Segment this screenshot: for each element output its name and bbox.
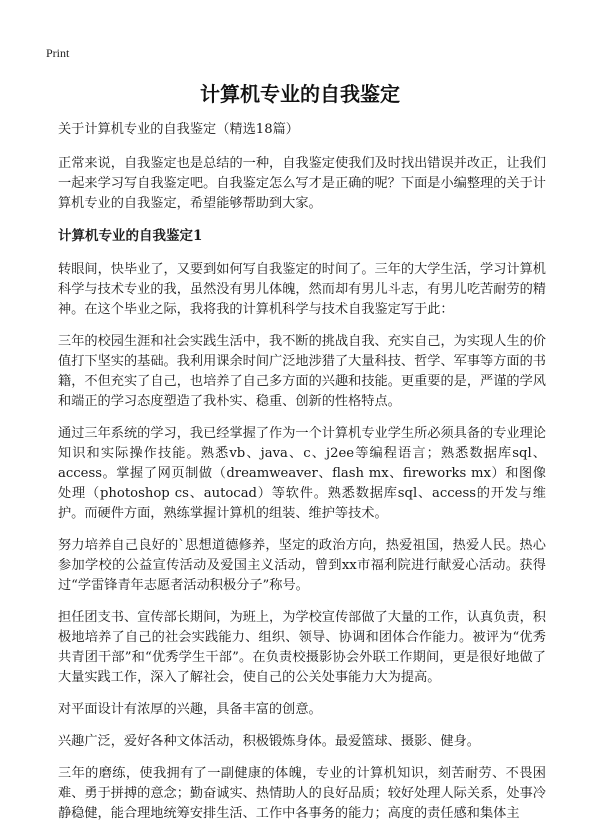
body-paragraph: 转眼间，快毕业了，又要到如何写自我鉴定的时间了。三年的大学生活，学习计算机科学与技术专业的我，虽然没有男儿体魄，然而却有男儿斗志，有男儿吃苦耐劳的精神。在这个毕业之际，我将我的计算机科学与技术自我鉴定写于此： — [58, 262, 546, 317]
body-paragraph: 通过三年系统的学习，我已经掌握了作为一个计算机专业学生所必须具备的专业理论知识和实际操作技能。熟悉vb、java、c、j2ee等编程语言；熟悉数据库sql、access。掌握了网页制做（dreamweaver、flash mx、fireworks mx）和图像处理（photoshop cs、autocad）等软件。熟悉数据库sql、access的开发与维护。而硬件方面，熟练掌握计算机的组装、维护等技术。 — [58, 426, 546, 521]
body-paragraph: 担任团支书、宣传部长期间，为班上，为学校宣传部做了大量的工作，认真负责，积极地培养了自己的社会实践能力、组织、领导、协调和团体合作能力。被评为“优秀共青团干部”和“优秀学生干部”。在负责校摄影协会外联工作期间，更是很好地做了大量实践工作，深入了解社会，使自己的公关处事能力大为提高。 — [58, 610, 546, 685]
print-link[interactable]: Print — [46, 46, 70, 60]
intro-paragraph: 正常来说，自我鉴定也是总结的一种，自我鉴定使我们及时找出错误并改正，让我们一起来学习写自我鉴定吧。自我鉴定怎么写才是正确的呢？下面是小编整理的关于计算机专业的自我鉴定，希望能够帮助到大家。 — [58, 156, 546, 211]
body-paragraph: 兴趣广泛，爱好各种文体活动，积极锻炼身体。最爱篮球、摄影、健身。 — [58, 734, 480, 749]
document-body — [58, 120, 546, 836]
body-paragraph: 三年的校园生涯和社会实践生活中，我不断的挑战自我、充实自己，为实现人生的价值打下坚实的基础。我利用课余时间广泛地涉猎了大量科技、哲学、军事等方面的书籍，不但充实了自己，也培养了自己多方面的兴趣和技能。更重要的是，严谨的学风和端正的学习态度塑造了我朴实、稳重、创新的性格特点。 — [58, 334, 546, 409]
document-title: 计算机专业的自我鉴定 — [200, 82, 400, 106]
body-paragraph: 努力培养自己良好的`思想道德修养，坚定的政治方向，热爱祖国，热爱人民。热心参加学校的公益宣传活动及爱国主义活动，曾到xx市福利院进行献爱心活动。获得过“学雷锋青年志愿者活动积极分子”称号。 — [58, 538, 546, 593]
body-paragraph: 对平面设计有浓厚的兴趣，具备丰富的创意。 — [58, 702, 322, 717]
document-subtitle: 关于计算机专业的自我鉴定（精选18篇） — [58, 122, 299, 137]
section-heading: 计算机专业的自我鉴定1 — [58, 228, 203, 244]
body-paragraph: 三年的磨练，使我拥有了一副健康的体魄，专业的计算机知识，刻苦耐劳、不畏困难、勇于拼搏的意念；勤奋诚实、热情助人的良好品质；较好处理人际关系，处事冷静稳健，能合理地统筹安排生活、工作中各事务的能力；高度的责任感和集体主 — [58, 766, 546, 821]
